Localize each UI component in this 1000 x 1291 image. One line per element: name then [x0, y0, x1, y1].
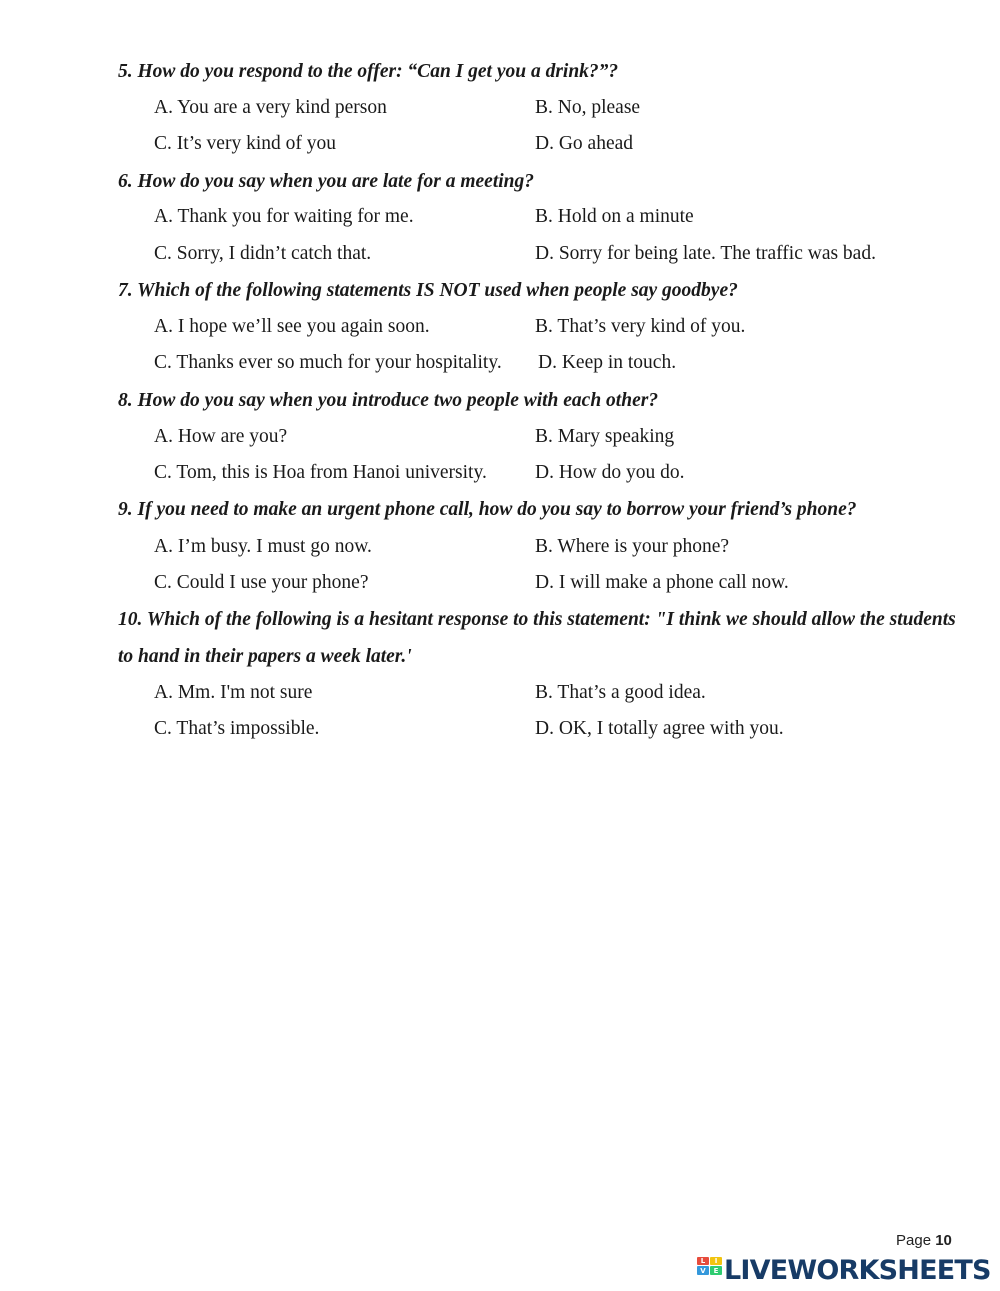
- question-7: 7. Which of the following statements IS NOT used when people say goodbye?: [118, 280, 738, 301]
- q7-option-d: D. Keep in touch.: [538, 352, 677, 373]
- q7-option-a: A. I hope we’ll see you again soon.: [154, 316, 430, 337]
- question-5: 5. How do you respond to the offer: “Can I get you a drink?”?: [118, 61, 619, 82]
- q5-option-a: A. You are a very kind person: [154, 97, 387, 118]
- liveworksheets-logo: [697, 1254, 991, 1286]
- q6-option-c: C. Sorry, I didn’t catch that.: [154, 243, 372, 264]
- logo-tile-e: E: [710, 1266, 722, 1275]
- question-8: 8. How do you say when you introduce two people with each other?: [118, 390, 659, 411]
- logo-text: LIVEWORKSHEETS: [724, 1254, 991, 1286]
- logo-tile-v: V: [697, 1266, 709, 1275]
- q5-option-d: D. Go ahead: [535, 133, 634, 154]
- q6-option-a: A. Thank you for waiting for me.: [154, 206, 414, 227]
- q8-option-d: D. How do you do.: [535, 462, 685, 483]
- q10-option-d: D. OK, I totally agree with you.: [535, 718, 784, 739]
- logo-tile-l: L: [697, 1257, 709, 1265]
- q8-option-c: C. Tom, this is Hoa from Hanoi university.: [154, 462, 487, 483]
- q5-option-c: C. It’s very kind of you: [154, 133, 336, 154]
- logo-tile-i: I: [710, 1257, 722, 1265]
- q9-option-d: D. I will make a phone call now.: [535, 572, 789, 593]
- q9-option-c: C. Could I use your phone?: [154, 572, 369, 593]
- q5-option-b: B. No, please: [535, 97, 641, 118]
- question-10: 10. Which of the following is a hesitant response to this statement: "I think we should allow the students to hand in their papers a week later.': [118, 609, 956, 667]
- q10-option-c: C. That’s impossible.: [154, 718, 320, 739]
- q8-option-a: A. How are you?: [154, 426, 288, 447]
- question-9: 9. If you need to make an urgent phone call, how do you say to borrow your friend’s phone?: [118, 499, 857, 520]
- page-label-text: Page: [896, 1232, 932, 1249]
- q9-option-b: B. Where is your phone?: [535, 536, 730, 557]
- q9-option-a: A. I’m busy. I must go now.: [154, 536, 372, 557]
- q7-option-c: C. Thanks ever so much for your hospitality.: [154, 352, 502, 373]
- q6-option-d: D. Sorry for being late. The traffic was bad.: [535, 243, 876, 264]
- q8-option-b: B. Mary speaking: [535, 426, 675, 447]
- q10-option-a: A. Mm. I'm not sure: [154, 682, 313, 703]
- q7-option-b: B. That’s very kind of you.: [535, 316, 746, 337]
- q6-option-b: B. Hold on a minute: [535, 206, 694, 227]
- question-6: 6. How do you say when you are late for a meeting?: [118, 171, 534, 192]
- q10-option-b: B. That’s a good idea.: [535, 682, 706, 703]
- page-number-value: 10: [935, 1232, 952, 1249]
- page-number: [896, 1232, 952, 1249]
- logo-icon: [697, 1257, 721, 1283]
